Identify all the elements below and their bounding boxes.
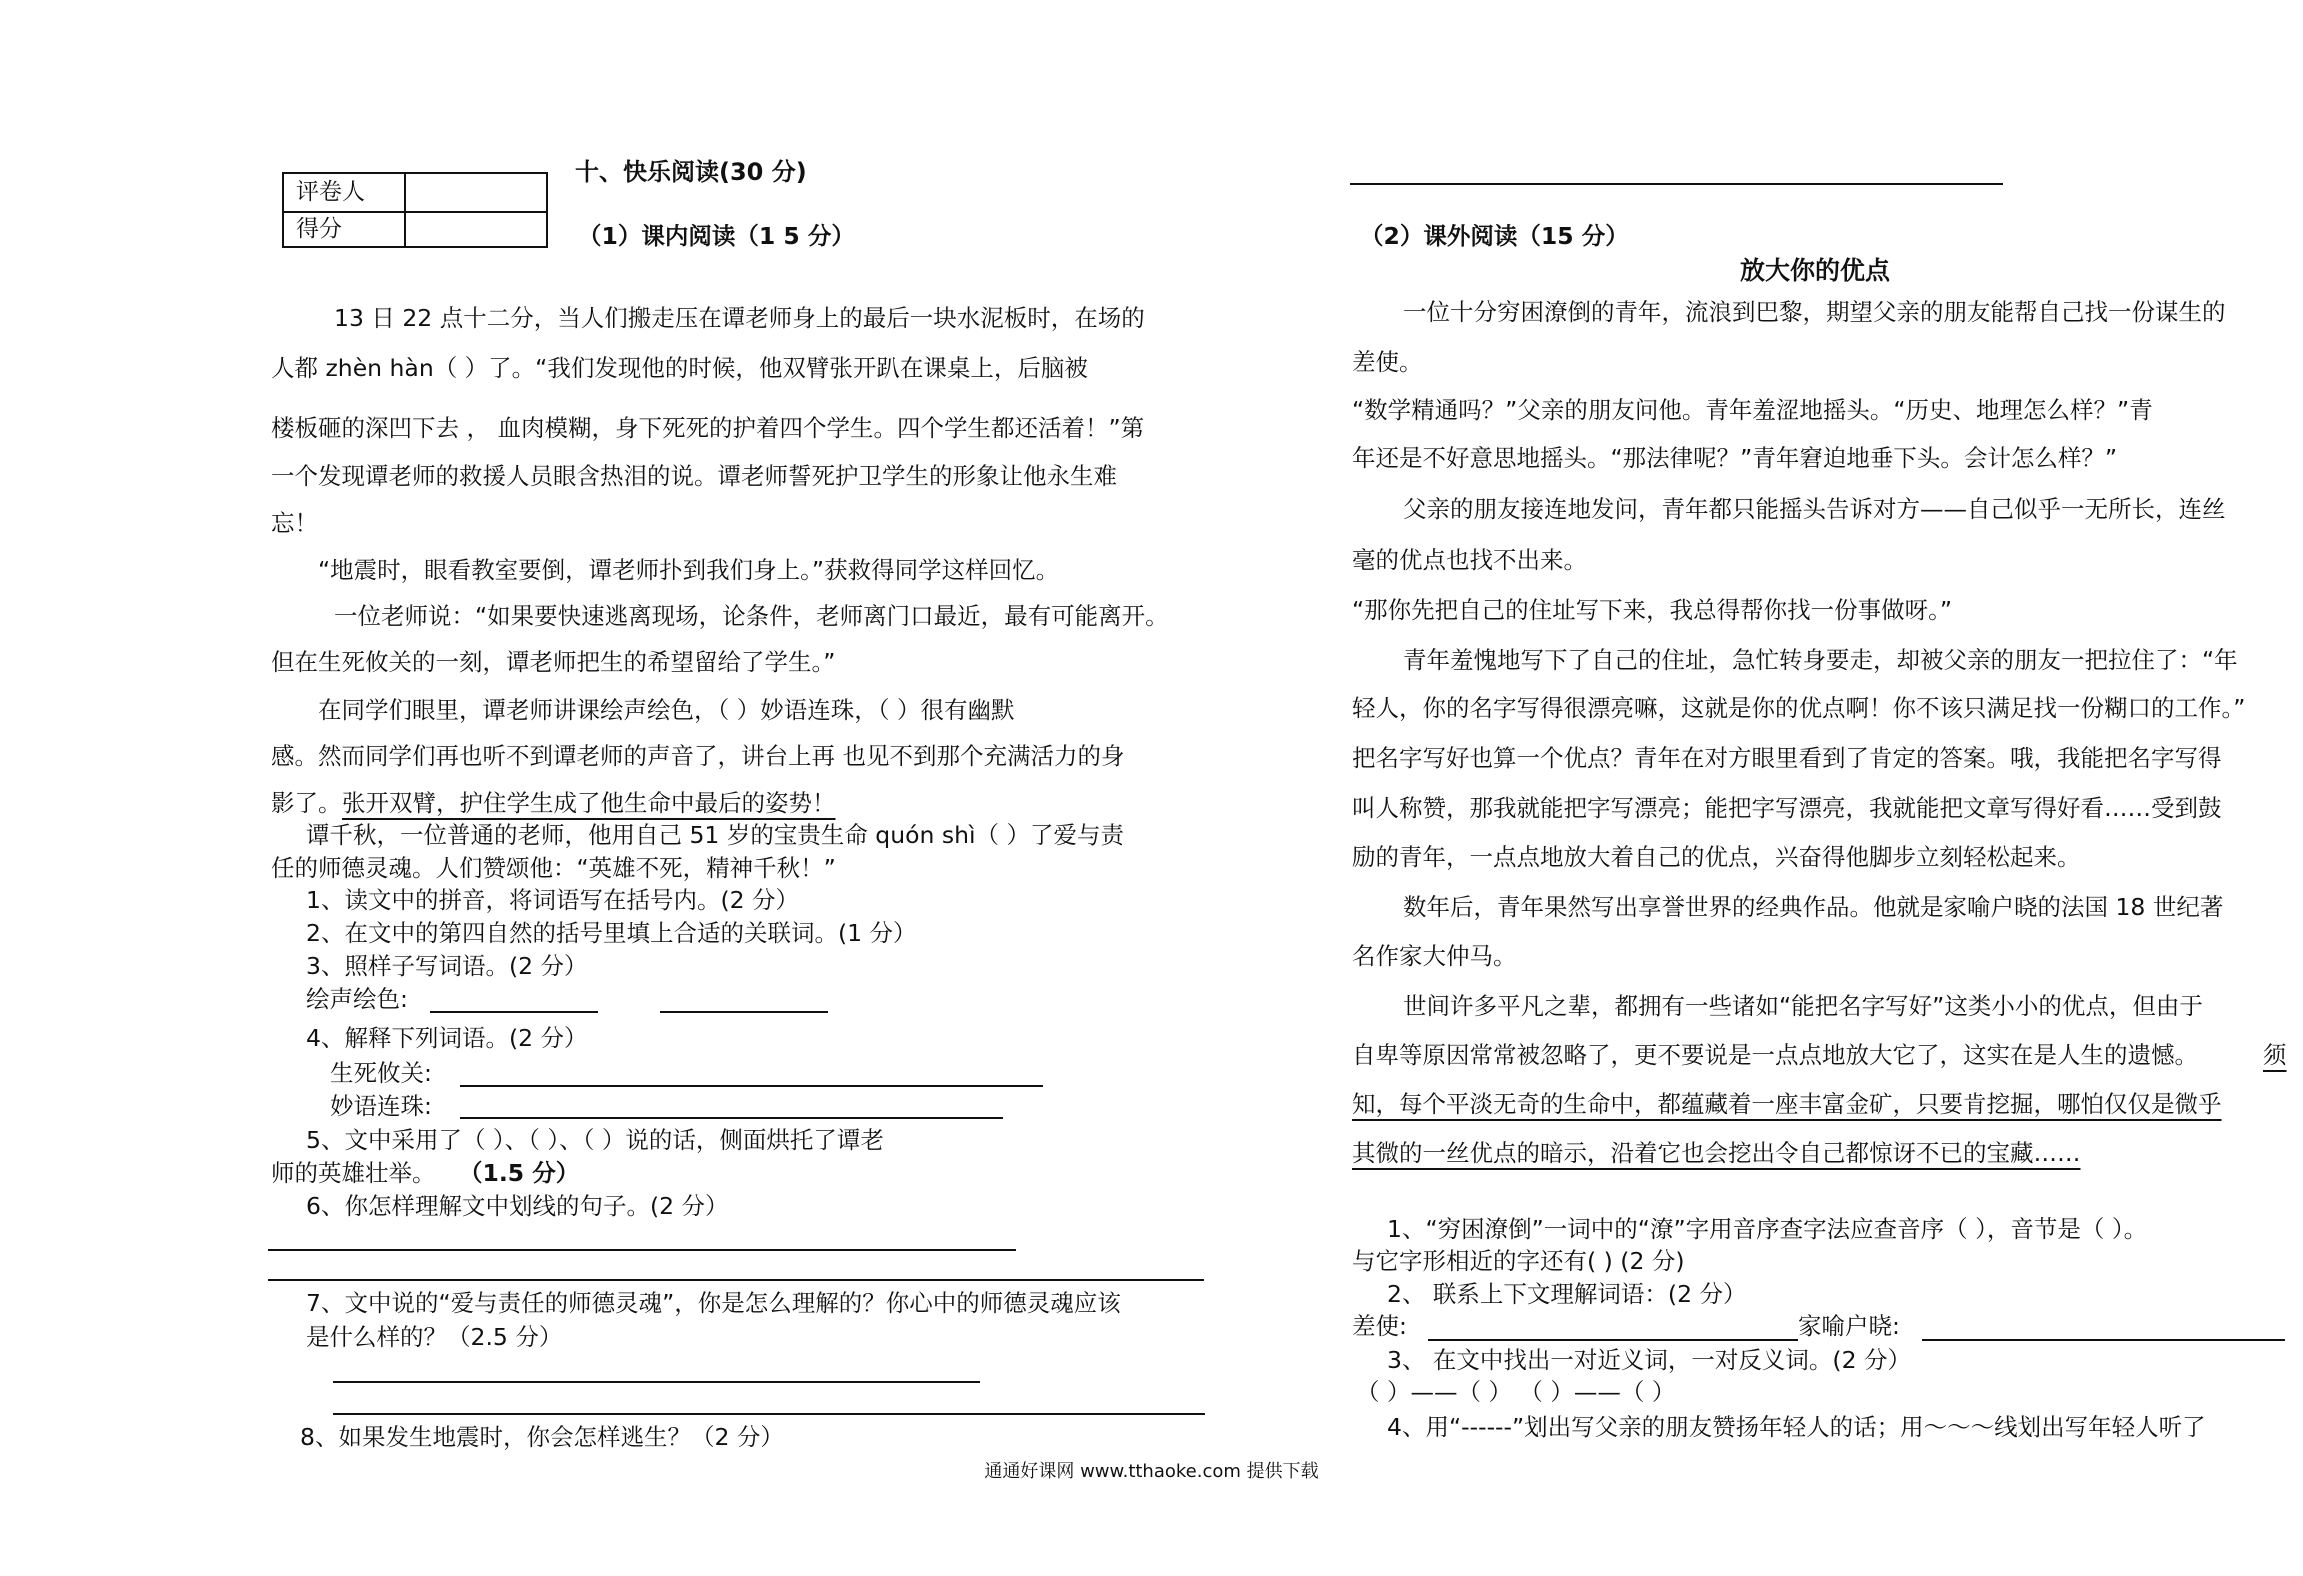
story-line: 青年羞愧地写下了自己的住址，急忙转身要走，却被父亲的朋友一把拉住了：“年 [1403,646,2238,674]
passage-line: 但在生死攸关的一刻，谭老师把生的希望留给了学生。” [271,648,836,676]
story-line: “那你先把自己的住址写下来，我总得帮你找一份事做呀。” [1352,596,1953,624]
passage-line: 一个发现谭老师的救援人员眼含热泪的说。谭老师誓死护卫学生的形象让他永生难 [271,462,1117,490]
passage-line: 感。然而同学们再也听不到谭老师的声音了，讲台上再 也见不到那个充满活力的身 [271,742,1125,770]
answer-line [333,1381,980,1383]
question-r1: 1、“穷困潦倒”一词中的“潦”字用音序查字法应查音序（ ），音节是（ ）。 [1387,1215,2148,1243]
term-chaishi: 差使: [1352,1312,1407,1340]
answer-line [1428,1339,1798,1341]
grader-row-score [284,211,546,248]
question-r4: 4、用“------”划出写父亲的朋友赞扬年轻人的话；用～～～线划出写年轻人听了 [1387,1413,2206,1441]
question-1: 1、读文中的拼音，将词语写在括号内。(2 分） [306,886,800,914]
passage-line: “地震时，眼看教室要倒，谭老师扑到我们身上。”获救得同学这样回忆。 [318,556,1060,584]
answer-line [1922,1339,2285,1341]
section-title: 十、快乐阅读(30 分) [575,158,807,186]
story-line: “数学精通吗？”父亲的朋友问他。青年羞涩地摇头。“历史、地理怎么样？”青 [1352,396,2153,424]
passage-line: 在同学们眼里，谭老师讲课绘声绘色，（ ）妙语连珠，（ ）很有幽默 [318,696,1015,724]
question-r2: 2、 联系上下文理解词语：(2 分） [1387,1280,1747,1308]
story-line: 轻人，你的名字写得很漂亮嘛，这就是你的优点啊！你不该只满足找一份糊口的工作。” [1352,694,2246,722]
answer-line [268,1249,1016,1251]
story-line: 差使。 [1352,348,1423,376]
passage-line: 任的师德灵魂。人们赞颂他：“英雄不死，精神千秋！” [271,854,836,882]
story-line: 数年后，青年果然写出享誉世界的经典作品。他就是家喻户晓的法国 18 世纪著 [1403,893,2224,921]
story-line: 一位十分穷困潦倒的青年，流浪到巴黎，期望父亲的朋友能帮自己找一份谋生的 [1403,298,2226,326]
question-2: 2、在文中的第四自然的括号里填上合适的关联词。(1 分） [306,919,917,947]
question-5: 5、文中采用了（ ）、（ ）、（ ）说的话，侧面烘托了谭老 [306,1126,884,1154]
grader-box [282,172,548,248]
story-line: 把名字写好也算一个优点？青年在对方眼里看到了肯定的答案。哦，我能把名字写得 [1352,744,2222,772]
footer-credit: 通通好课网 www.tthaoke.com 提供下载 [984,1461,1319,1482]
story-line: 父亲的朋友接连地发问，青年都只能摇头告诉对方——自己似乎一无所长，连丝 [1403,495,2226,523]
top-answer-line [1350,183,2003,185]
reviewer-label: 评卷人 [296,179,365,205]
answer-line [333,1413,1205,1415]
passage-line: 13 日 22 点十二分，当人们搬走压在谭老师身上的最后一块水泥板时，在场的 [334,304,1145,332]
answer-line [268,1279,1204,1281]
answer-line [460,1085,1043,1087]
passage-line: 谭千秋，一位普通的老师，他用自己 51 岁的宝贵生命 quón shì（ ）了爱与责 [306,821,1125,849]
question-r1-cont: 与它字形相近的字还有( ) (2 分) [1352,1247,1685,1275]
question-4: 4、解释下列词语。(2 分） [306,1024,588,1052]
grader-row-reviewer [284,174,546,213]
part2-title: （2）课外阅读（15 分） [1360,222,1629,250]
underlined-sentence: 张开双臂，护住学生成了他生命中最后的姿势！ [342,789,836,817]
story-line: 叫人称赞，那我就能把字写漂亮；能把字写漂亮，我就能把文章写得好看……受到鼓 [1352,794,2222,822]
passage-line: 楼板砸的深凹下去 ， 血肉模糊，身下死死的护着四个学生。四个学生都还活着！”第 [271,414,1145,442]
term-jiayuhuxiao: 家喻户晓: [1798,1312,1900,1340]
question-8: 8、如果发生地震时，你会怎样逃生？（2 分） [300,1423,784,1451]
story-line: 毫的优点也找不出来。 [1352,546,1587,574]
answer-line [430,1011,598,1013]
part1-title: （1）课内阅读（1 5 分） [578,222,855,250]
question-5-cont: 师的英雄壮举。 [271,1159,436,1187]
question-r3: 3、 在文中找出一对近义词，一对反义词。(2 分） [1387,1346,1912,1374]
passage-line: 影了。 [271,789,342,817]
question-7-cont: 是什么样的？（2.5 分） [306,1323,563,1351]
story-line: 自卑等原因常常被忽略了，更不要说是一点点地放大它了，这实在是人生的遗憾。 [1352,1041,2198,1069]
answer-line [460,1117,1003,1119]
underlined-sentence: 知，每个平淡无奇的生命中，都蕴藏着一座丰富金矿，只要肯挖掘，哪怕仅仅是微乎 [1352,1090,2222,1118]
passage-line: 一位老师说：“如果要快速逃离现场，论条件，老师离门口最近，最有可能离开。 [334,602,1169,630]
score-label: 得分 [296,216,342,242]
term-miaoyu: 妙语连珠: [330,1092,432,1120]
question-3: 3、照样子写词语。(2 分） [306,952,588,980]
grader-divider [404,174,406,246]
question-r3-blanks: （ ）——（ ） （ ）——（ ） [1356,1378,1676,1406]
underlined-sentence: 其微的一丝优点的暗示，沿着它也会挖出令自己都惊讶不已的宝藏…… [1352,1139,2081,1167]
story-line: 名作家大仲马。 [1352,942,1517,970]
story-line: 年还是不好意思地摇头。“那法律呢？”青年窘迫地垂下头。会计怎么样？” [1352,444,2118,472]
story-line: 世间许多平凡之辈，都拥有一些诸如“能把名字写好”这类小小的优点，但由于 [1403,992,2203,1020]
story-line: 励的青年，一点点地放大着自己的优点，兴奋得他脚步立刻轻松起来。 [1352,843,2081,871]
passage-line: 忘！ [271,509,318,537]
passage-line: 人都 zhèn hàn（ ）了。“我们发现他的时候，他双臂张开趴在课桌上，后脑被 [271,354,1088,382]
question-7: 7、文中说的“爱与责任的师德灵魂”，你是怎么理解的？你心中的师德灵魂应该 [306,1289,1121,1317]
underlined-sentence: 须 [2263,1041,2287,1069]
term-shengsi: 生死攸关: [330,1059,432,1087]
answer-line [660,1011,828,1013]
story-title: 放大你的优点 [1739,256,1890,285]
question-6: 6、你怎样理解文中划线的句子。(2 分） [306,1192,729,1220]
question-5-score: （1.5 分） [459,1159,580,1187]
example-word: 绘声绘色: [306,985,408,1013]
